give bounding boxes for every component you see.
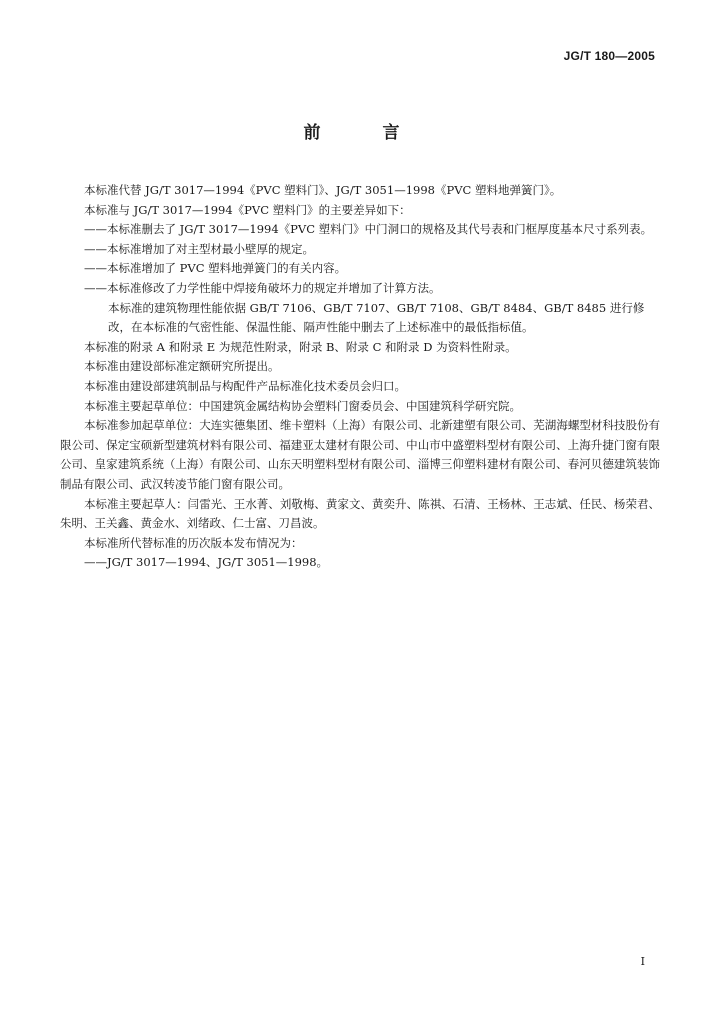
paragraph-appendices: 本标准的附录 A 和附录 E 为规范性附录，附录 B、附录 C 和附录 D 为资料性附录。 [84, 339, 517, 354]
page-number: I [640, 955, 645, 968]
paragraph-centralized-by: 本标准由建设部建筑制品与构配件产品标准化技术委员会归口。 [84, 378, 406, 393]
paragraph-participating-units: 本标准参加起草单位：大连实德集团、维卡塑料（上海）有限公司、北新建塑有限公司、芜湖海螺型材科技股份有限公司、保定宝硕新型建筑材料有限公司、福建亚太建材有限公司、中山市中盛塑料型材有限公司、上海升捷门窗有限公司、皇家建筑系统（上海）有限公司、山东天明塑料型材有限公司、淄博三仰塑料建材有限公司、春河贝德建筑装饰制品有限公司、武汉转凌节能门窗有限公司。 [60, 418, 660, 491]
paragraph-differences-intro: 本标准与 JG/T 3017—1994《PVC 塑料门》的主要差异如下： [84, 202, 411, 217]
list-item-difference-4: ——本标准修改了力学性能中焊接角破坏力的规定并增加了计算方法。 [84, 280, 441, 295]
page-title: 前 言 [303, 123, 428, 143]
paragraph-history-intro: 本标准所代替标准的历次版本发布情况为： [84, 535, 303, 550]
paragraph-main-drafters: 本标准主要起草人：闫雷光、王水菁、刘敬梅、黄家文、黄奕升、陈祺、石清、王杨林、王志斌、任民、杨荣君、朱明、王关鑫、黄金水、刘绪政、仁士富、刀昌波。 [60, 496, 660, 531]
paragraph-main-drafting-units: 本标准主要起草单位：中国建筑金属结构协会塑料门窗委员会、中国建筑科学研究院。 [84, 398, 521, 413]
document-body [60, 181, 660, 573]
standard-code: JG/T 180—2005 [563, 49, 655, 63]
paragraph-proposed-by: 本标准由建设部标准定额研究所提出。 [84, 359, 280, 374]
list-item-difference-1: ——本标准删去了 JG/T 3017—1994《PVC 塑料门》中门洞口的规格及其代号表和门框厚度基本尺寸系列表。 [84, 222, 653, 237]
paragraph-history-versions: ——JG/T 3017—1994、JG/T 3051—1998。 [84, 555, 329, 570]
list-item-difference-2: ——本标准增加了对主型材最小壁厚的规定。 [84, 241, 314, 256]
paragraph-physical-performance: 本标准的建筑物理性能依据 GB/T 7106、GB/T 7107、GB/T 7108、GB/T 8484、GB/T 8485 进行修改，在本标准的气密性能、保温性能、隔声性能中删去了上述标准中的最低指标值。 [108, 300, 645, 335]
paragraph-replaces: 本标准代替 JG/T 3017—1994《PVC 塑料门》、JG/T 3051—1998《PVC 塑料地弹簧门》。 [84, 183, 562, 197]
list-item-difference-3: ——本标准增加了 PVC 塑料地弹簧门的有关内容。 [84, 261, 347, 276]
